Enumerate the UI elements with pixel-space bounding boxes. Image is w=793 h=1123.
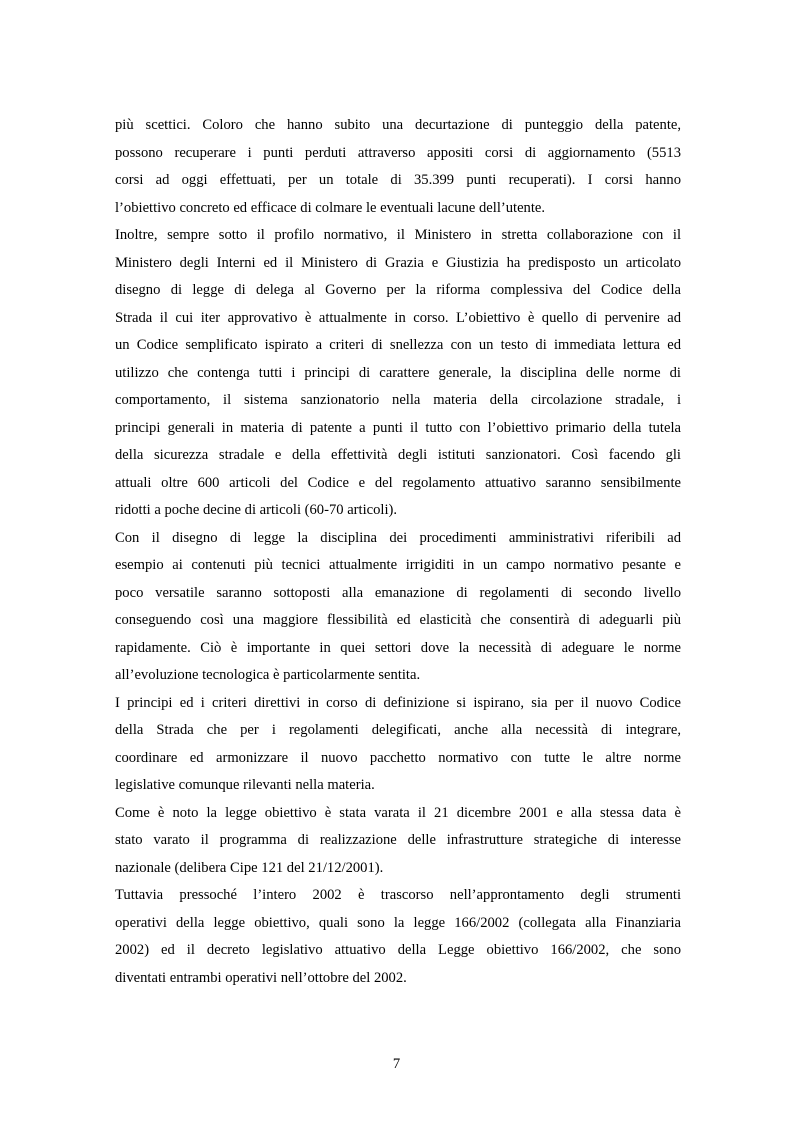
- document-body: [115, 112, 681, 992]
- text-line: disegno di legge di delega al Governo per la riforma complessiva del Codice della: [115, 282, 681, 298]
- text-line: Come è noto la legge obiettivo è stata varata il 21 dicembre 2001 e alla stessa data è: [115, 804, 681, 821]
- paragraph: [115, 222, 681, 525]
- text-line: Con il disegno di legge la disciplina dei procedimenti amministrativi riferibili ad: [115, 529, 681, 546]
- text-line: Strada il cui iter approvativo è attualmente in corso. L’obiettivo è quello di pervenire ad: [115, 309, 681, 326]
- text-line: principi generali in materia di patente a punti il tutto con l’obiettivo primario della tutela: [115, 419, 681, 436]
- text-line: possono recuperare i punti perduti attraverso appositi corsi di aggiornamento (5513: [115, 144, 681, 161]
- text-line: operativi della legge obiettivo, quali sono la legge 166/2002 (collegata alla Finanziaria: [115, 914, 681, 931]
- text-line: attuali oltre 600 articoli del Codice e del regolamento attuativo saranno sensibilmente: [115, 474, 681, 491]
- text-line: corsi ad oggi effettuati, per un totale di 35.399 punti recuperati). I corsi hanno: [115, 172, 681, 188]
- text-line: Tuttavia pressoché l’intero 2002 è trascorso nell’approntamento degli strumenti: [115, 887, 681, 903]
- paragraph: [115, 112, 681, 222]
- text-line: esempio ai contenuti più tecnici attualmente irrigiditi in un campo normativo pesante e: [115, 557, 681, 573]
- text-line: diventati entrambi operativi nell’ottobre del 2002.: [115, 969, 407, 986]
- paragraph: [115, 882, 681, 992]
- page-number: 7: [392, 1056, 401, 1072]
- text-line: stato varato il programma di realizzazione delle infrastrutture strategiche di interesse: [115, 832, 681, 848]
- text-line: coordinare ed armonizzare il nuovo pacchetto normativo con tutte le altre norme: [115, 749, 681, 766]
- text-line: all’evoluzione tecnologica è particolarmente sentita.: [115, 667, 421, 683]
- text-line: legislative comunque rilevanti nella materia.: [115, 777, 375, 793]
- text-line: nazionale (delibera Cipe 121 del 21/12/2001).: [115, 859, 384, 876]
- paragraph: [115, 690, 681, 800]
- paragraph: [115, 800, 681, 883]
- text-line: l’obiettivo concreto ed efficace di colmare le eventuali lacune dell’utente.: [115, 199, 546, 216]
- text-line: utilizzo che contenga tutti i principi di carattere generale, la disciplina delle norme di: [115, 364, 681, 381]
- text-line: rapidamente. Ciò è importante in quei settori dove la necessità di adeguare le norme: [115, 639, 681, 656]
- text-line: della sicurezza stradale e della effettività degli istituti sanzionatori. Così facendo gli: [115, 447, 681, 463]
- text-line: un Codice semplificato ispirato a criteri di snellezza con un testo di immediata lettura ed: [115, 337, 681, 353]
- text-line: Ministero degli Interni ed il Ministero di Grazia e Giustizia ha predisposto un articolato: [115, 254, 681, 271]
- text-line: conseguendo così una maggiore flessibilità ed elasticità che consentirà di adeguarli più: [115, 612, 681, 628]
- paragraph: [115, 525, 681, 690]
- text-line: poco versatile saranno sottoposti alla emanazione di regolamenti di secondo livello: [115, 584, 681, 601]
- text-line: I principi ed i criteri direttivi in corso di definizione si ispirano, sia per il nuovo Codice: [115, 694, 681, 711]
- text-line: più scettici. Coloro che hanno subito una decurtazione di punteggio della patente,: [115, 117, 681, 133]
- text-line: 2002) ed il decreto legislativo attuativo della Legge obiettivo 166/2002, che sono: [115, 942, 681, 958]
- text-line: Inoltre, sempre sotto il profilo normativo, il Ministero in stretta collaborazione con il: [115, 227, 681, 243]
- text-line: comportamento, il sistema sanzionatorio nella materia della circolazione stradale, i: [115, 392, 681, 408]
- text-line: ridotti a poche decine di articoli (60-70 articoli).: [115, 502, 398, 518]
- text-line: della Strada che per i regolamenti delegificati, anche alla necessità di integrare,: [115, 722, 681, 738]
